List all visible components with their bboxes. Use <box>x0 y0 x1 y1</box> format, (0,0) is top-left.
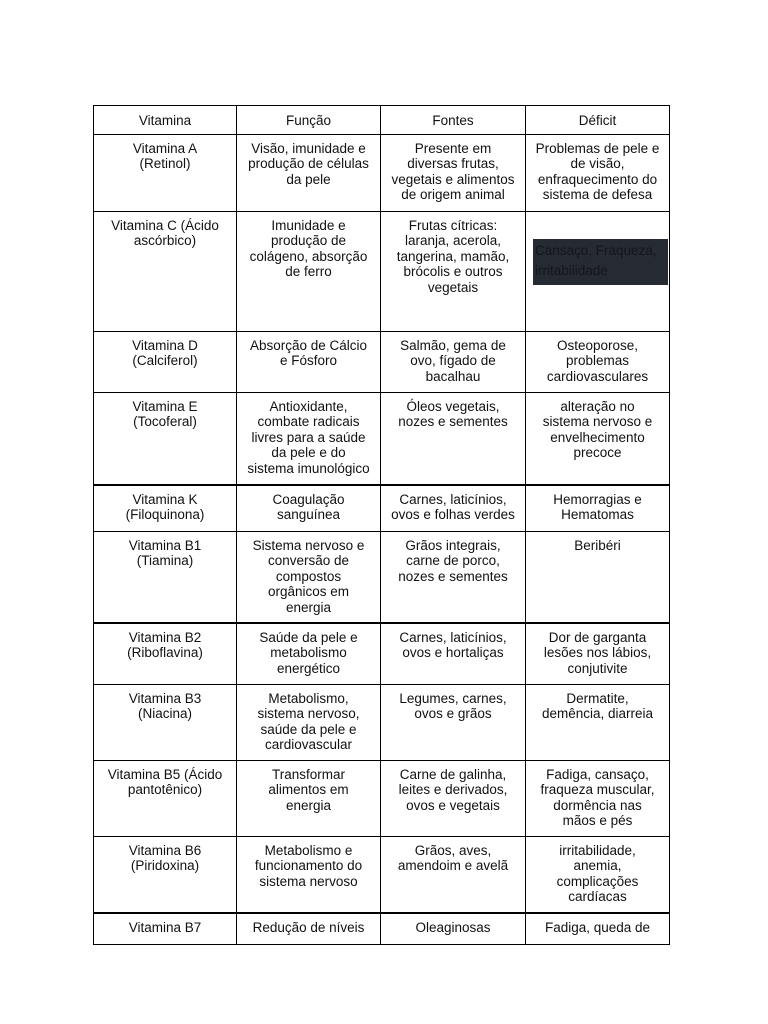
cell-vitamina <box>94 913 237 945</box>
cell-line: Legumes, carnes, <box>399 690 507 706</box>
cell-deficit <box>526 211 670 331</box>
cell-deficit <box>526 836 670 913</box>
cell-line: problemas <box>565 353 630 368</box>
table-row <box>94 531 670 623</box>
cell-line: ovos e grãos <box>414 706 492 721</box>
cell-line: Oleaginosas <box>415 919 491 935</box>
cell-line: e Fósforo <box>279 353 338 368</box>
cell-line: (Tiamina) <box>136 553 194 568</box>
header-vitamina: Vitamina <box>94 106 237 135</box>
cell-line: Hematomas <box>561 507 634 522</box>
cell-line: Grãos integrais, <box>405 537 501 553</box>
vitamins-table <box>93 105 670 945</box>
cell-deficit <box>526 134 670 211</box>
cell-funcao <box>237 684 381 760</box>
cell-line: Vitamina E <box>132 398 198 414</box>
cell-line: conversão de <box>267 553 350 568</box>
table-body <box>94 134 670 944</box>
cell-line: leites e derivados, <box>398 782 508 797</box>
cell-line: Grãos, aves, <box>414 842 492 858</box>
cell-line: (Niacina) <box>137 706 192 721</box>
table-row <box>94 913 670 945</box>
cell-deficit <box>526 684 670 760</box>
cell-line: energia <box>285 797 332 813</box>
cell-line: irritabilidade <box>535 262 608 278</box>
cell-line: ovo, fígado de <box>410 353 496 368</box>
cell-funcao <box>237 531 381 623</box>
cell-line: sanguínea <box>276 507 341 522</box>
table-row <box>94 331 670 392</box>
cell-line: cardiovasculares <box>546 368 649 384</box>
highlighted-text <box>533 239 668 285</box>
cell-line: colágeno, absorção <box>249 248 368 264</box>
cell-vitamina <box>94 134 237 211</box>
cell-line: Hemorragias e <box>553 491 642 507</box>
cell-deficit <box>526 331 670 392</box>
cell-line: Saúde da pele e <box>259 629 358 645</box>
cell-line: Beribéri <box>574 537 621 553</box>
cell-deficit <box>526 485 670 532</box>
cell-vitamina <box>94 623 237 685</box>
cell-line: (Filoquinona) <box>125 507 205 522</box>
cell-line: nozes e sementes <box>398 568 508 584</box>
cell-line: sistema nervoso e <box>542 414 653 429</box>
cell-deficit <box>526 913 670 945</box>
cell-line: lesões nos lábios, <box>543 645 652 660</box>
cell-vitamina <box>94 684 237 760</box>
cell-line: Metabolismo, <box>268 690 349 706</box>
cell-line: Osteoporose, <box>556 337 639 353</box>
cell-line: brócolis e outros <box>403 264 503 279</box>
table-row <box>94 760 670 836</box>
cell-line: Vitamina A <box>132 140 198 156</box>
cell-line: irritabilidade, <box>559 842 636 858</box>
cell-line: alteração no <box>560 398 635 414</box>
cell-funcao <box>237 134 381 211</box>
cell-fontes <box>381 836 526 913</box>
cell-line: Visão, imunidade e <box>251 140 366 156</box>
cell-fontes <box>381 684 526 760</box>
cell-line: ovos e vegetais <box>406 797 500 813</box>
cell-line: Dor de garganta <box>548 629 647 645</box>
cell-vitamina <box>94 485 237 532</box>
cell-fontes <box>381 211 526 331</box>
cell-line: metabolismo <box>270 645 347 660</box>
cell-line: dormência nas <box>553 797 642 813</box>
cell-line: fraqueza muscular, <box>540 782 655 797</box>
cell-line: de visão, <box>570 156 625 171</box>
cell-line: Salmão, gema de <box>400 337 506 353</box>
cell-line: Antioxidante, <box>269 398 348 414</box>
header-fontes: Fontes <box>381 106 526 135</box>
table-row <box>94 623 670 685</box>
cell-line: Carne de galinha, <box>399 766 507 782</box>
cell-line: Imunidade e <box>271 217 346 233</box>
cell-line: ascórbico) <box>133 233 197 248</box>
cell-fontes <box>381 485 526 532</box>
cell-line: de origem animal <box>401 187 505 202</box>
cell-line: pantotênico) <box>127 782 203 797</box>
cell-line: complicações <box>556 873 639 889</box>
cell-vitamina <box>94 211 237 331</box>
cell-line: bacalhau <box>425 368 481 384</box>
cell-funcao <box>237 760 381 836</box>
cell-fontes <box>381 760 526 836</box>
cell-line: Vitamina B1 <box>128 537 202 553</box>
cell-line: Fadiga, queda de <box>544 919 651 935</box>
table-header-row <box>94 106 670 135</box>
cell-line: Vitamina C (Ácido <box>111 217 219 233</box>
cell-funcao <box>237 331 381 392</box>
cell-fontes <box>381 331 526 392</box>
cell-line: carne de porco, <box>406 553 500 568</box>
cell-deficit <box>526 623 670 685</box>
cell-line: Fadiga, cansaço, <box>546 766 649 782</box>
cell-line: Redução de níveis <box>252 919 365 935</box>
cell-deficit <box>526 760 670 836</box>
cell-line: Vitamina B6 <box>128 842 202 858</box>
cell-line: Vitamina D <box>132 337 198 353</box>
cell-line: tangerina, mamão, <box>396 248 510 264</box>
cell-line: laranja, acerola, <box>404 233 502 248</box>
cell-funcao <box>237 623 381 685</box>
cell-line: amendoim e avelã <box>397 858 509 873</box>
cell-line: envelhecimento <box>550 429 645 445</box>
cell-line: vegetais <box>427 279 479 295</box>
cell-funcao <box>237 836 381 913</box>
cell-line: (Piridoxina) <box>130 858 200 873</box>
cell-line: Cansaço, Fraqueza, <box>535 242 657 258</box>
cell-line: Presente em <box>414 140 492 156</box>
cell-line: anemia, <box>573 858 622 873</box>
cell-funcao <box>237 485 381 532</box>
cell-line: precoce <box>573 445 622 460</box>
cell-line: ovos e hortaliças <box>402 645 504 660</box>
cell-line: (Calciferol) <box>132 353 198 368</box>
cell-vitamina <box>94 392 237 485</box>
cell-line: Coagulação <box>272 491 345 507</box>
table-row <box>94 836 670 913</box>
cell-deficit <box>526 392 670 485</box>
table-row <box>94 392 670 485</box>
cell-line: (Retinol) <box>139 156 191 171</box>
cell-line: ovos e folhas verdes <box>391 507 515 522</box>
cell-funcao <box>237 913 381 945</box>
cell-line: Vitamina B5 (Ácido <box>107 766 223 782</box>
cell-line: sistema imunológico <box>247 460 370 476</box>
cell-line: Vitamina B7 <box>128 919 202 935</box>
cell-line: cardiovascular <box>264 737 353 752</box>
cell-funcao <box>237 392 381 485</box>
cell-line: Dermatite, <box>566 690 629 706</box>
cell-line: Metabolismo e <box>264 842 353 858</box>
cell-line: cardíacas <box>568 889 627 904</box>
cell-line: conjutivite <box>567 660 628 676</box>
cell-line: combate radicais <box>257 414 360 429</box>
cell-line: (Riboflavina) <box>127 645 203 660</box>
cell-line: alimentos em <box>268 782 349 797</box>
cell-line: sistema nervoso <box>259 873 358 889</box>
cell-fontes <box>381 623 526 685</box>
cell-vitamina <box>94 760 237 836</box>
cell-line: produção de células <box>248 156 369 171</box>
cell-line: enfraquecimento do <box>537 171 658 187</box>
cell-deficit <box>526 531 670 623</box>
cell-line: (Tocoferal) <box>133 414 197 429</box>
cell-line: livres para a saúde <box>251 429 366 445</box>
cell-fontes <box>381 531 526 623</box>
cell-line: sistema nervoso, <box>257 706 360 721</box>
cell-line: energético <box>276 660 341 676</box>
cell-fontes <box>381 913 526 945</box>
cell-line: produção de <box>270 233 347 248</box>
table-row <box>94 485 670 532</box>
cell-line: diversas frutas, <box>407 156 499 171</box>
cell-line: de ferro <box>285 264 332 279</box>
cell-line: Carnes, laticínios, <box>399 629 507 645</box>
cell-line: Problemas de pele e <box>535 140 660 156</box>
cell-fontes <box>381 392 526 485</box>
cell-line: vegetais e alimentos <box>391 171 515 187</box>
cell-line: funcionamento do <box>254 858 363 873</box>
cell-line: nozes e sementes <box>398 414 508 429</box>
cell-line: Óleos vegetais, <box>406 398 500 414</box>
cell-line: energia <box>285 599 332 615</box>
cell-vitamina <box>94 331 237 392</box>
cell-line: demência, diarreia <box>541 706 654 721</box>
cell-line: Vitamina K <box>132 491 198 507</box>
cell-line: sistema de defesa <box>542 187 653 202</box>
table-row <box>94 211 670 331</box>
header-deficit: Déficit <box>526 106 670 135</box>
cell-line: compostos <box>275 568 342 584</box>
cell-line: saúde da pele e <box>260 721 357 737</box>
cell-fontes <box>381 134 526 211</box>
cell-line: Sistema nervoso e <box>252 537 365 553</box>
cell-line: Carnes, laticínios, <box>399 491 507 507</box>
table-row <box>94 134 670 211</box>
cell-line: Absorção de Cálcio <box>249 337 368 353</box>
cell-line: Frutas cítricas: <box>408 217 498 233</box>
cell-line: da pele e do <box>271 445 346 460</box>
header-funcao: Função <box>237 106 381 135</box>
cell-line: Vitamina B3 <box>128 690 202 706</box>
cell-vitamina <box>94 836 237 913</box>
cell-line: da pele <box>286 171 331 187</box>
cell-vitamina <box>94 531 237 623</box>
cell-line: mãos e pés <box>562 813 633 828</box>
cell-line: Vitamina B2 <box>128 629 202 645</box>
cell-funcao <box>237 211 381 331</box>
cell-line: Transformar <box>271 766 345 782</box>
cell-line: orgânicos em <box>267 584 350 599</box>
table-row <box>94 684 670 760</box>
